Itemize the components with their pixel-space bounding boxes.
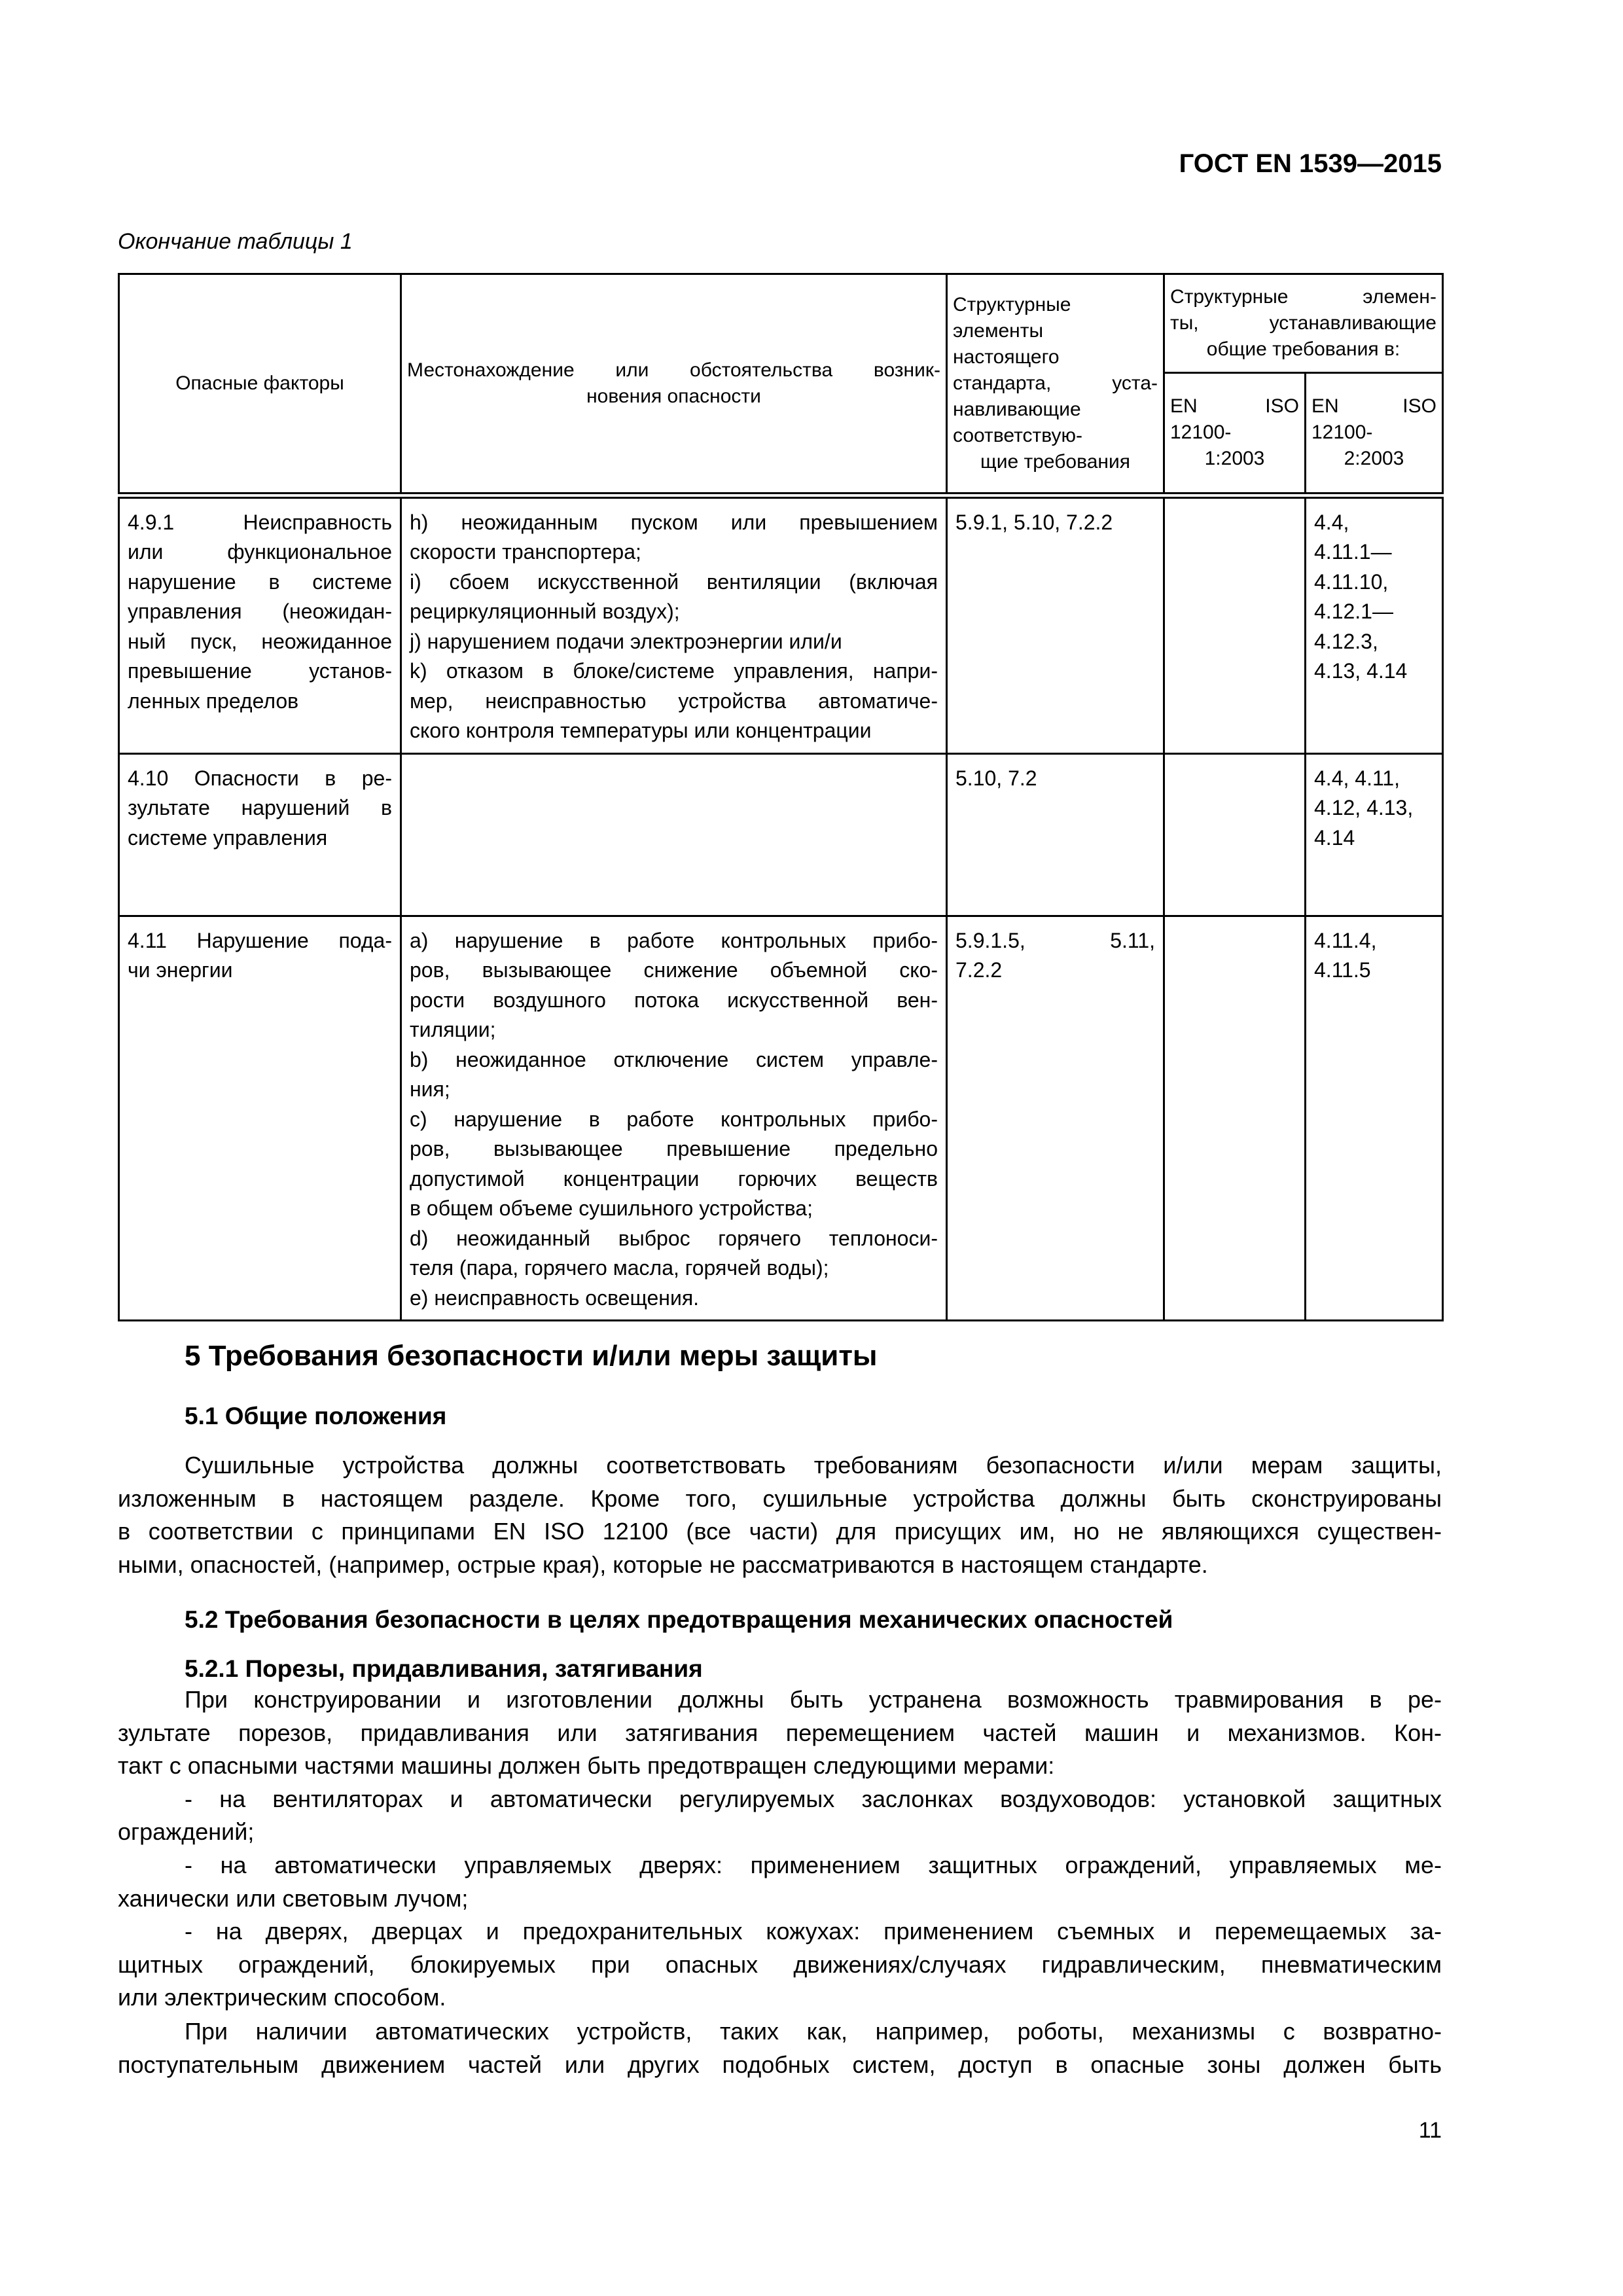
header-location xyxy=(401,274,947,495)
text-line: настоящего xyxy=(953,346,1060,368)
paragraph xyxy=(1314,793,1434,823)
paragraph xyxy=(410,926,938,1045)
text-line: e) неисправность освещения. xyxy=(410,1285,700,1310)
text-line: i) сбоем искусственной вентиляции (включая xyxy=(410,569,938,594)
table-row xyxy=(119,753,1443,916)
text-line: рециркуляционный воздух); xyxy=(410,600,680,623)
cell-iso-2 xyxy=(1306,495,1443,754)
paragraph xyxy=(410,567,938,627)
text-line: допустимой концентрации горючих веществ xyxy=(410,1166,938,1191)
text-line: 5.9.1, 5.10, 7.2.2 xyxy=(955,510,1113,534)
paragraph xyxy=(410,508,938,567)
text-line: 4.11.5 xyxy=(1314,958,1371,982)
text-line: EN ISO xyxy=(1311,395,1436,418)
paragraph xyxy=(410,1224,938,1283)
header-this-standard xyxy=(947,274,1164,495)
hazards-table xyxy=(118,273,1444,1321)
cell-location xyxy=(401,495,947,754)
paragraph xyxy=(118,1783,1442,1849)
paragraph xyxy=(128,508,392,717)
paragraph xyxy=(953,292,1158,475)
text-line: зультате нарушений в xyxy=(128,796,392,819)
header-hazards xyxy=(119,274,401,495)
text-line: или функциональное xyxy=(128,540,392,564)
text-line: Структурные xyxy=(953,293,1071,315)
paragraph xyxy=(128,926,392,986)
text-line: скорости транспортера; xyxy=(410,540,641,564)
text-line: новения опасности xyxy=(586,385,761,407)
text-line: нарушение в системе xyxy=(128,569,392,594)
text-line: 4.11.4, xyxy=(1314,928,1377,952)
section-5-2-heading: 5.2 Требования безопасности в целях предотвращения механических опасностей xyxy=(185,1606,1173,1633)
text-line: поступательным движением частей или других подобных систем, доступ в опасные зоны должен быть xyxy=(118,2051,1442,2078)
paragraph xyxy=(955,508,1155,538)
cell-location xyxy=(401,916,947,1321)
text-line: - на вентиляторах и автоматически регулируемых заслонках воздуховодов: установкой защитных xyxy=(185,1785,1442,1812)
text-line: - на автоматически управляемых дверях: применением защитных ограждений, управляемых ме- xyxy=(185,1851,1442,1878)
cell-this-standard xyxy=(947,495,1164,754)
paragraph xyxy=(1311,393,1436,472)
text-line: навливающие xyxy=(953,398,1081,420)
text-line: При наличии автоматических устройств, таких как, например, роботы, механизмы с возвратно- xyxy=(185,2018,1442,2045)
paragraph xyxy=(410,656,938,746)
text-line: Опасные факторы xyxy=(175,372,344,394)
section-5-heading: 5 Требования безопасности и/или меры защиты xyxy=(185,1340,878,1372)
cell-hazard xyxy=(119,916,401,1321)
paragraph xyxy=(1314,656,1434,687)
text-line: ского контроля температуры или концентрации xyxy=(410,719,872,742)
text-line: теля (пара, горячего масла, горячей воды); xyxy=(410,1256,829,1280)
cell-this-standard xyxy=(947,916,1164,1321)
text-line: чи энергии xyxy=(128,958,233,982)
text-line: d) неожиданный выброс горячего теплоноси- xyxy=(410,1226,938,1250)
paragraph xyxy=(410,1045,938,1105)
text-line: 4.12.3, xyxy=(1314,629,1378,653)
paragraph xyxy=(1314,926,1434,956)
header-en-iso-12100-1 xyxy=(1164,373,1306,495)
text-line: 4.10 Опасности в ре- xyxy=(128,766,392,790)
paragraph xyxy=(410,1105,938,1224)
text-line: 1:2003 xyxy=(1204,448,1265,470)
paragraph xyxy=(118,1915,1442,2015)
text-line: тиляции; xyxy=(410,1018,496,1041)
text-line: 7.2.2 xyxy=(955,958,1003,982)
paragraph xyxy=(410,627,938,657)
cell-iso-1 xyxy=(1164,916,1306,1321)
cell-iso-2 xyxy=(1306,753,1443,916)
text-line: 4.11 Нарушение пода- xyxy=(128,928,392,952)
text-line: 4.11.1— xyxy=(1314,540,1392,564)
text-line: h) неожиданным пуском или превышением xyxy=(410,510,938,534)
paragraph xyxy=(118,1849,1442,1915)
paragraph xyxy=(410,1283,938,1314)
text-line: такт с опасными частями машины должен быть предотвращен следующими мерами: xyxy=(118,1752,1055,1780)
header-general-requirements xyxy=(1164,274,1443,373)
section-5-2-1-continuing-paragraph xyxy=(118,2015,1442,2081)
paragraph xyxy=(1314,627,1434,657)
text-line: k) отказом в блоке/системе управления, напри- xyxy=(410,659,938,683)
text-line: ограждений; xyxy=(118,1818,255,1846)
text-line: Структурные элемен- xyxy=(1170,286,1436,308)
paragraph xyxy=(118,1449,1442,1581)
text-line: или электрическим способом. xyxy=(118,1984,446,2011)
document-id: ГОСТ EN 1539—2015 xyxy=(1179,149,1442,178)
text-line: в общем объеме сушильного устройства; xyxy=(410,1196,813,1220)
text-line: щитных ограждений, блокируемых при опасных движениях/случаях гидравлическим, пневматическим xyxy=(118,1950,1442,1978)
paragraph xyxy=(128,764,392,853)
text-line: ными, опасностей, (например, острые края), которые не рассматриваются в настоящем стандарте. xyxy=(118,1551,1208,1578)
text-line: 4.14 xyxy=(1314,825,1355,850)
text-line: превышение установ- xyxy=(128,659,392,683)
paragraph xyxy=(118,1683,1442,1783)
page-number: 11 xyxy=(1418,2118,1442,2143)
section-5-1-heading: 5.1 Общие положения xyxy=(185,1403,447,1429)
text-line: EN ISO xyxy=(1170,395,1299,418)
cell-iso-2 xyxy=(1306,916,1443,1321)
text-line: 5.10, 7.2 xyxy=(955,766,1037,790)
text-line: щие требования xyxy=(980,450,1130,473)
cell-hazard xyxy=(119,753,401,916)
text-line: ты, устанавливающие xyxy=(1170,312,1436,334)
text-line: Сушильные устройства должны соответствовать требованиям безопасности и/или мерам защиты, xyxy=(185,1452,1442,1479)
cell-iso-1 xyxy=(1164,495,1306,754)
text-line: 5.9.1.5, 5.11, xyxy=(955,928,1155,952)
text-line: системе управления xyxy=(128,825,328,850)
text-line: c) нарушение в работе контрольных прибо- xyxy=(410,1107,938,1131)
table-caption: Окончание таблицы 1 xyxy=(118,229,353,254)
text-line: в соответствии с принципами EN ISO 12100 (все части) для присущих им, но не являющихся существен- xyxy=(118,1518,1442,1545)
paragraph xyxy=(407,357,940,410)
text-line: a) нарушение в работе контрольных прибо- xyxy=(410,928,938,952)
text-line: 4.4, 4.11, xyxy=(1314,766,1400,790)
text-line: ния; xyxy=(410,1077,450,1101)
text-line: 4.9.1 Неисправность xyxy=(128,510,392,534)
text-line: 4.11.10, xyxy=(1314,569,1389,594)
paragraph xyxy=(118,2015,1442,2081)
text-line: 4.12, 4.13, xyxy=(1314,796,1414,819)
text-line: мер, неисправностью устройства автоматиче- xyxy=(410,689,938,713)
cell-hazard xyxy=(119,495,401,754)
section-5-2-1-heading: 5.2.1 Порезы, придавливания, затягивания xyxy=(185,1655,703,1682)
paragraph xyxy=(955,926,1155,986)
text-line: ный пуск, неожиданное xyxy=(128,629,392,653)
text-line: b) неожиданное отключение систем управле- xyxy=(410,1047,938,1071)
text-line: общие требования в: xyxy=(1206,338,1400,360)
cell-iso-1 xyxy=(1164,753,1306,916)
text-line: зультате порезов, придавливания или затягивания перемещением частей машин и механизмов. Кон- xyxy=(118,1719,1442,1746)
paragraph xyxy=(955,764,1155,794)
text-line: 2:2003 xyxy=(1344,448,1404,470)
paragraph xyxy=(1314,508,1434,538)
paragraph xyxy=(1314,956,1434,986)
paragraph xyxy=(1314,597,1434,627)
text-line: ров, вызывающее снижение объемной ско- xyxy=(410,958,938,982)
text-line: ханически или световым лучом; xyxy=(118,1884,469,1912)
paragraph xyxy=(1314,764,1434,794)
section-5-2-1-paragraphs xyxy=(118,1683,1442,2015)
paragraph xyxy=(1314,537,1434,567)
text-line: элементы xyxy=(953,319,1044,342)
text-line: изложенным в настоящем разделе. Кроме того, сушильные устройства должны быть сконструированы xyxy=(118,1484,1442,1512)
text-line: рости воздушного потока искусственной вен- xyxy=(410,988,938,1012)
paragraph xyxy=(125,370,395,397)
paragraph xyxy=(1314,823,1434,853)
text-line: - на дверях, дверцах и предохранительных кожухах: применением съемных и перемещаемых за- xyxy=(185,1918,1442,1945)
table-row xyxy=(119,495,1443,754)
cell-this-standard xyxy=(947,753,1164,916)
text-line: стандарта, уста- xyxy=(953,372,1158,394)
text-line: 4.4, xyxy=(1314,510,1349,534)
text-line: 4.13, 4.14 xyxy=(1314,659,1408,683)
paragraph xyxy=(1170,284,1436,363)
cell-location xyxy=(401,753,947,916)
text-line: Местонахождение или обстоятельства возник- xyxy=(407,359,940,381)
paragraph xyxy=(1170,393,1299,472)
text-line: ленных пределов xyxy=(128,689,299,713)
text-line: соответствую- xyxy=(953,424,1082,446)
text-line: 12100- xyxy=(1170,422,1232,444)
section-5-1-paragraph xyxy=(118,1449,1442,1581)
table-row xyxy=(119,916,1443,1321)
paragraph xyxy=(1314,567,1434,598)
text-line: управления (неожидан- xyxy=(128,600,392,623)
text-line: При конструировании и изготовлении должны быть устранена возможность травмирования в ре- xyxy=(185,1686,1442,1713)
text-line: 4.12.1— xyxy=(1314,600,1393,623)
text-line: 12100- xyxy=(1311,422,1373,444)
text-line: ров, вызывающее превышение предельно xyxy=(410,1137,938,1160)
header-en-iso-12100-2 xyxy=(1306,373,1443,495)
text-line: j) нарушением подачи электроэнергии или/и xyxy=(410,629,842,653)
